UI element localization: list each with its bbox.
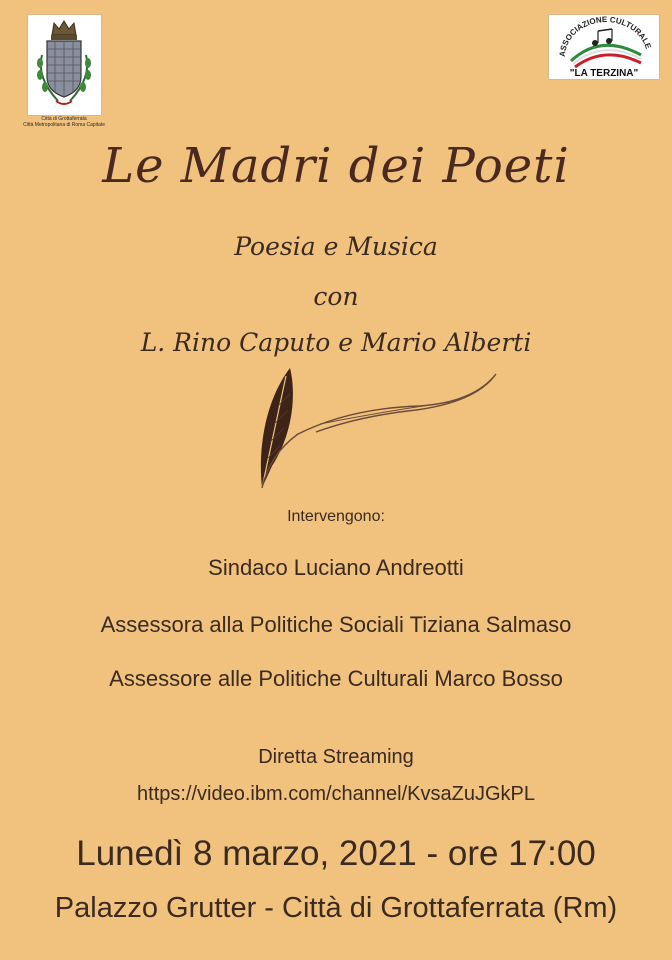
association-logo-icon: [549, 15, 659, 79]
association-name: "LA TERZINA": [569, 68, 639, 79]
metro-city-name: Città Metropolitana di Roma Capitale: [23, 122, 105, 128]
speaker-3: Assessore alle Politiche Culturali Marco Bosso: [109, 666, 563, 691]
streaming-link[interactable]: https://video.ibm.com/channel/KvsaZuJGkPL: [137, 783, 535, 805]
con-word: con: [313, 282, 359, 311]
event-date-time: Lunedì 8 marzo, 2021 - ore 17:00: [76, 834, 596, 873]
association-arc-text: ASSOCIAZIONE CULTURALE: [557, 15, 653, 58]
speaker-1: Sindaco Luciano Andreotti: [208, 555, 464, 580]
streaming-label: Diretta Streaming: [258, 746, 414, 768]
coat-of-arms-icon: [28, 15, 101, 115]
city-name: Città di Grottaferrata: [41, 116, 87, 122]
event-venue: Palazzo Grutter - Città di Grottaferrata (Rm): [54, 892, 618, 924]
city-logo: [27, 14, 102, 116]
city-logo-caption: [8, 116, 120, 128]
quill-pen-icon: [250, 362, 502, 494]
event-title: Le Madri dei Poeti: [102, 138, 570, 194]
intervengono-label: Intervengono:: [287, 508, 385, 525]
association-logo: [548, 14, 660, 80]
performers: L. Rino Caputo e Mario Alberti: [140, 328, 532, 357]
speaker-2: Assessora alla Politiche Sociali Tiziana Salmaso: [100, 612, 572, 637]
event-subtitle: Poesia e Musica: [234, 232, 438, 261]
